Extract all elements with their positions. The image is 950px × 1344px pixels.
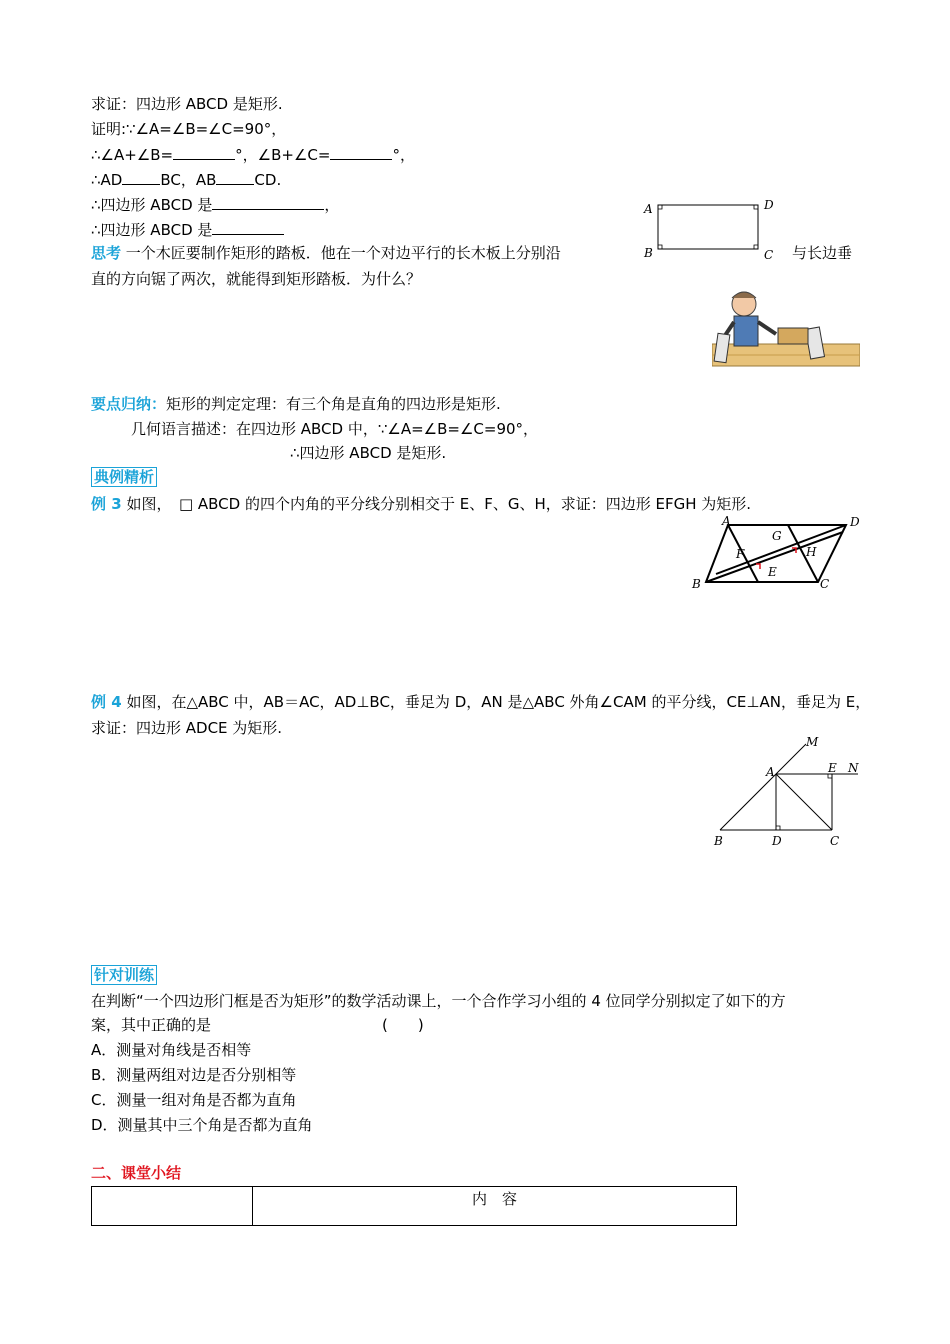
key-label: 要点归纳： [91, 395, 167, 413]
geo-language: 几何语言描述：在四边形 ABCD 中，∵∠A=∠B=∠C=90°， [131, 420, 539, 438]
answer-blank[interactable] [122, 170, 160, 185]
answer-blank[interactable] [173, 145, 235, 160]
section-title-summary: 二、课堂小结 [91, 1164, 182, 1182]
section-tag-examples: 典例精析 [91, 467, 157, 487]
label-N: N [848, 761, 859, 775]
label-A: A [722, 514, 731, 528]
think-label: 思考 [91, 244, 122, 262]
label-F: F [736, 547, 745, 561]
label-D: D [850, 515, 860, 529]
label-D: D [772, 834, 782, 848]
example-4: 例 4 如图，在△ABC 中，AB＝AC，AD⊥BC，垂足为 D，AN 是△ABC 外角∠CAM 的平分线，CE⊥AN，垂足为 E， [91, 693, 871, 711]
rectangle-figure [640, 195, 780, 265]
proof-line: 证明:∵∠A=∠B=∠C=90°， [91, 120, 287, 138]
summary-table [91, 1186, 737, 1226]
option-a[interactable]: A．测量对角线是否相等 [91, 1041, 252, 1059]
label-C: C [820, 577, 830, 591]
proof-line: ∴AD BC，AB CD. [91, 171, 282, 189]
carpenter-illustration [712, 288, 860, 376]
label-G: G [772, 529, 782, 543]
triangle-figure [708, 732, 868, 852]
proof-line: ∴四边形 ABCD 是 ， [91, 196, 340, 214]
answer-blank[interactable] [216, 170, 254, 185]
think-line: 思考 一个木匠要制作矩形的踏板．他在一个对边平行的长木板上分别沿 [91, 244, 561, 262]
think-line-tail: 与长边垂 [792, 244, 853, 262]
option-c[interactable]: C．测量一组对角是否都为直角 [91, 1091, 297, 1109]
label-E: E [828, 761, 837, 775]
example-3: 例 3 如图， □ ABCD 的四个内角的平分线分别相交于 E、F、G、H，求证：四边形 EFGH 为矩形. [91, 495, 752, 513]
label-M: M [806, 735, 819, 749]
question-text: 案，其中正确的是 [91, 1016, 212, 1034]
parallelogram-figure [688, 512, 868, 592]
label-B: B [714, 834, 723, 848]
option-d[interactable]: D．测量其中三个角是否都为直角 [91, 1116, 313, 1134]
label-C: C [830, 834, 840, 848]
label-D: D [764, 198, 774, 212]
question-text: 在判断“一个四边形门框是否为矩形”的数学活动课上，一个合作学习小组的 4 位同学分别拟定了如下的方 [91, 992, 786, 1010]
label-B: B [644, 246, 653, 260]
section-tag-training: 针对训练 [91, 965, 157, 985]
answer-blank[interactable] [212, 220, 284, 235]
label-E: E [768, 565, 777, 579]
label-C: C [764, 248, 774, 262]
geo-language: ∴四边形 ABCD 是矩形. [290, 444, 447, 462]
summary-cell[interactable] [92, 1187, 253, 1226]
key-point: 要点归纳：矩形的判定定理：有三个角是直角的四边形是矩形. [91, 395, 501, 413]
option-b[interactable]: B．测量两组对边是否分别相等 [91, 1066, 297, 1084]
example-label: 例 4 [91, 693, 122, 711]
proof-line: ∴∠A+∠B= °，∠B+∠C= °， [91, 146, 415, 164]
label-H: H [806, 545, 817, 559]
example-label: 例 3 [91, 495, 122, 513]
proof-goal: 求证：四边形 ABCD 是矩形. [91, 95, 283, 113]
summary-content-header: 内 容 [253, 1187, 737, 1226]
think-line: 直的方向锯了两次，就能得到矩形踏板．为什么？ [91, 270, 422, 288]
label-A: A [766, 765, 775, 779]
label-B: B [692, 577, 701, 591]
label-A: A [644, 202, 653, 216]
answer-blank[interactable] [330, 145, 392, 160]
proof-line: ∴四边形 ABCD 是 [91, 220, 284, 240]
example-4-cont: 求证：四边形 ADCE 为矩形. [91, 719, 283, 737]
answer-parentheses[interactable]: ( ) [382, 1016, 424, 1034]
answer-blank[interactable] [212, 195, 324, 210]
